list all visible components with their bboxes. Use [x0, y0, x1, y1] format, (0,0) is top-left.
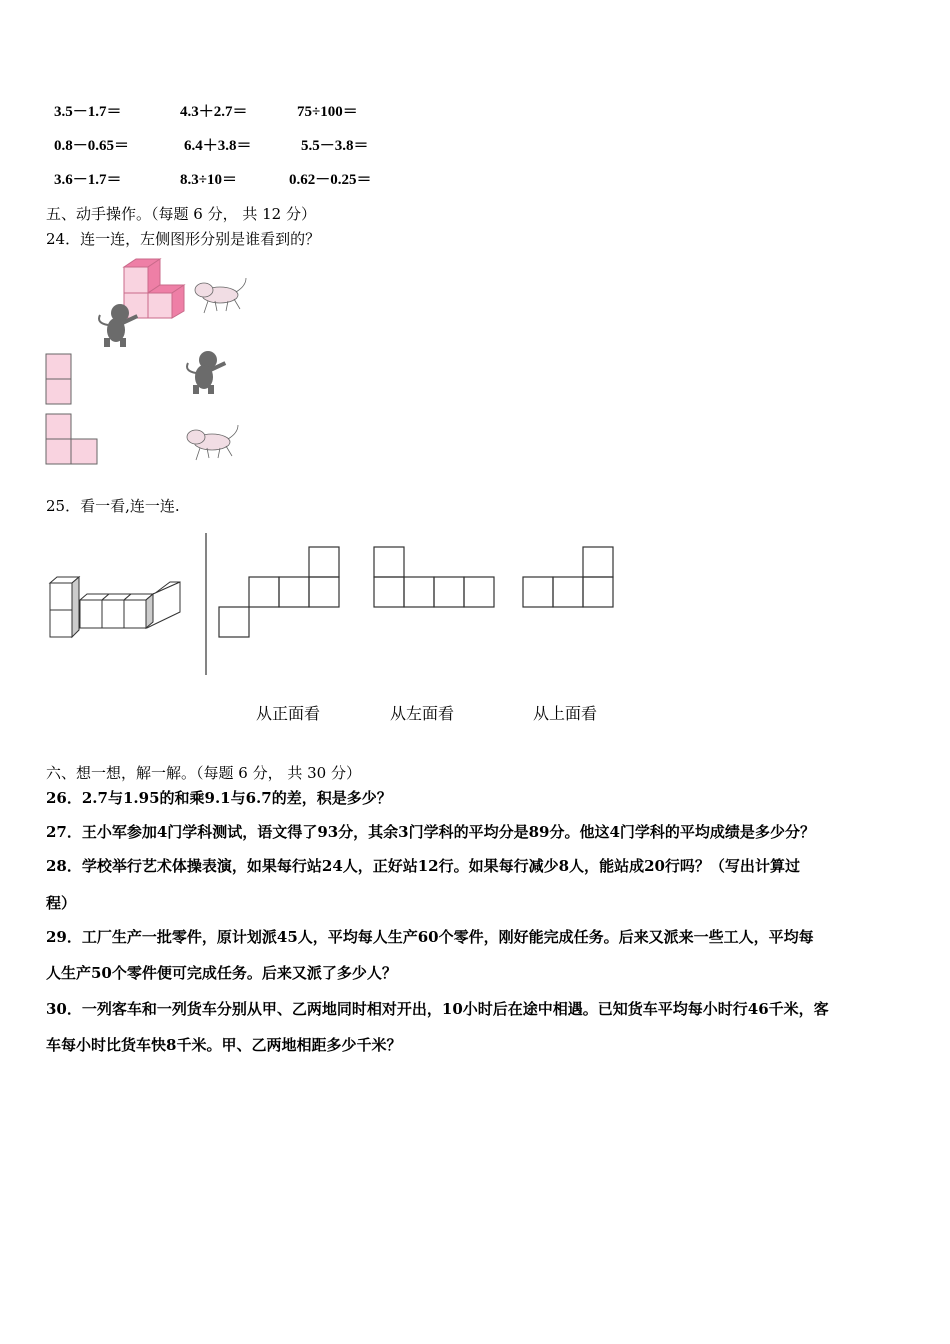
question-30-cont: 车每小时比货车快8千米。甲、乙两地相距多少千米？ — [46, 1036, 402, 1054]
cube-solid — [50, 577, 180, 637]
question-25: 25．看一看,连一连. — [46, 497, 180, 515]
cube-stack — [124, 259, 184, 318]
monkey-icon — [187, 351, 226, 394]
view-shape-2 — [374, 547, 494, 607]
calc-item: 0.62－0.25＝ — [289, 172, 372, 188]
q24-figure — [40, 255, 260, 470]
view-label-top: 从上面看 — [533, 704, 598, 723]
calc-item: 5.5－3.8＝ — [301, 138, 369, 154]
calc-item: 0.8－0.65＝ — [54, 138, 130, 154]
question-27: 27．王小军参加4门学科测试，语文得了93分，其余3门学科的平均分是89分。他这4门学科的平均成绩是多少分？ — [46, 823, 815, 841]
dog-icon — [195, 278, 246, 313]
calc-item: 3.5－1.7＝ — [54, 104, 122, 120]
section-heading: 五、动手操作。（每题 6 分， 共 12 分） — [46, 205, 316, 223]
calc-item: 3.6－1.7＝ — [54, 172, 122, 188]
q25-figure — [40, 530, 630, 690]
question-30: 30．一列客车和一列货车分别从甲、乙两地同时相对开出，10小时后在途中相遇。已知货车平均每小时行46千米，客 — [46, 1000, 829, 1018]
question-24: 24．连一连，左侧图形分别是谁看到的？ — [46, 230, 321, 248]
view-shape-1 — [219, 547, 339, 637]
dog-icon — [187, 425, 238, 460]
view-label-left: 从左面看 — [390, 704, 455, 723]
question-28-cont: 程） — [46, 894, 77, 912]
calc-item: 8.3÷10＝ — [180, 172, 237, 188]
question-26: 26．2.7与1.95的和乘9.1与6.7的差，积是多少？ — [46, 789, 392, 807]
front-view-shape — [46, 354, 71, 404]
view-label-front: 从正面看 — [256, 704, 321, 723]
side-view-shape — [46, 414, 97, 464]
calc-item: 75÷100＝ — [297, 104, 358, 120]
question-29: 29．工厂生产一批零件，原计划派45人，平均每人生产60个零件，刚好能完成任务。后来又派来一些工人，平均每 — [46, 928, 814, 946]
question-28: 28．学校举行艺术体操表演，如果每行站24人，正好站12行。如果每行减少8人，能站成20行吗？（写出计算过 — [46, 857, 800, 875]
view-shape-3 — [523, 547, 613, 607]
calc-item: 6.4＋3.8＝ — [184, 138, 252, 154]
section-heading: 六、想一想，解一解。（每题 6 分， 共 30 分） — [46, 764, 361, 782]
question-29-cont: 人生产50个零件便可完成任务。后来又派了多少人？ — [46, 964, 397, 982]
calc-item: 4.3＋2.7＝ — [180, 104, 248, 120]
